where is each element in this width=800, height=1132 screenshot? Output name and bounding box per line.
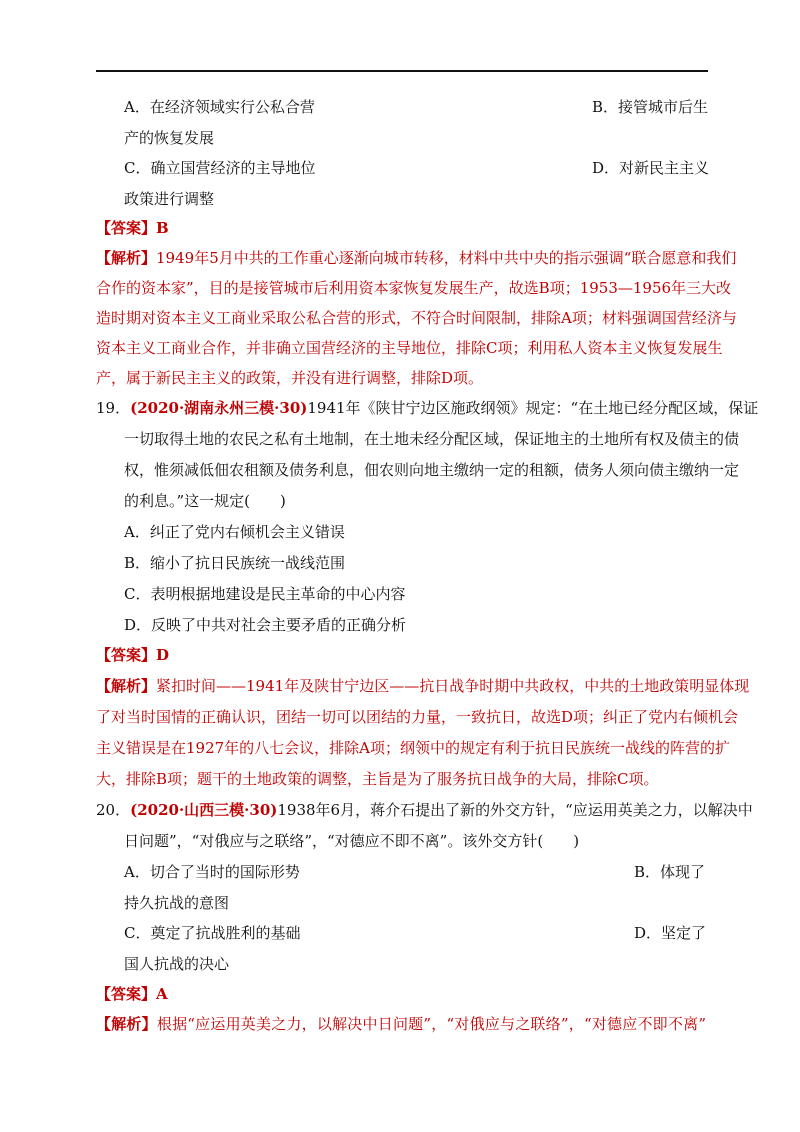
q19-option-b: B．缩小了抗日民族统一战线范围 <box>124 554 346 572</box>
q18-analysis-line-3: 造时期对资本主义工商业采取公私合营的形式，不符合时间限制，排除A项；材料强调国营经济与 <box>96 309 737 327</box>
q19-stem-line-2: 一切取得土地的农民之私有土地制，在土地未经分配区域，保证地主的土地所有权及债主的债 <box>124 430 740 448</box>
q18-option-b-cont: 产的恢复发展 <box>124 129 215 147</box>
q18-answer <box>96 217 169 239</box>
q19-analysis-line-1: 【解析】紧扣时间——1941年及陕甘宁边区——抗日战争时期中共政权，中共的土地政策明显体现 <box>96 677 750 695</box>
q19-stem-line-1: 19．(2020·湖南永州三模·30)1941年《陕甘宁边区施政纲领》规定：“在土地已经分配区域，保证 <box>96 399 759 417</box>
q20-option-a: A．切合了当时的国际形势 <box>124 863 300 881</box>
q20-option-c: C．奠定了抗战胜利的基础 <box>124 924 301 942</box>
q18-analysis-line-1: 【解析】1949年5月中共的工作重心逐渐向城市转移，材料中共中央的指示强调“联合愿意和我们 <box>96 249 737 267</box>
q20-option-b-cont: 持久抗战的意图 <box>124 894 230 912</box>
q19-answer-value: D <box>156 646 170 664</box>
q19-analysis-label: 【解析】 <box>96 677 157 695</box>
q19-analysis-line-2: 了对当时国情的正确认识，团结一切可以团结的力量，一致抗日，故选D项；纠正了党内右倾机会 <box>96 708 739 726</box>
q18-option-a: A．在经济领域实行公私合营 <box>124 98 315 116</box>
q18-analysis-line-4: 资本主义工商业合作，并非确立国营经济的主导地位，排除C项；利用私人资本主义恢复发展生 <box>96 339 723 357</box>
q18-answer-value: B <box>156 219 169 237</box>
q19-stem-line-4: 的利息。”这一规定( ) <box>124 492 286 510</box>
header-rule <box>96 70 708 72</box>
q20-answer-label: 【答案】 <box>96 985 157 1003</box>
q20-stem-line-1: 20．(2020·山西三模·30)1938年6月，蒋介石提出了新的外交方针，“应运用英美之力，以解决中 <box>96 801 753 819</box>
q18-analysis-label: 【解析】 <box>96 249 157 267</box>
q18-option-d: D．对新民主主义 <box>592 159 710 177</box>
q18-option-c: C．确立国营经济的主导地位 <box>124 159 316 177</box>
q20-answer-value: A <box>156 985 168 1003</box>
q20-answer <box>96 983 168 1005</box>
q20-option-d-cont: 国人抗战的决心 <box>124 955 230 973</box>
q18-analysis-line-2: 合作的资本家”，目的是接管城市后利用资本家恢复发展生产，故选B项；1953—1956年三大改 <box>96 279 732 297</box>
q18-answer-label: 【答案】 <box>96 219 157 237</box>
q20-option-b: B．体现了 <box>634 863 706 881</box>
q20-analysis-label: 【解析】 <box>96 1015 157 1033</box>
q18-option-b: B．接管城市后生 <box>592 98 709 116</box>
q20-option-d: D．坚定了 <box>634 924 707 942</box>
q20-analysis-line-1: 【解析】根据“应运用英美之力，以解决中日问题”，“对俄应与之联络”，“对德应不即不离” <box>96 1015 706 1033</box>
q18-option-d-cont: 政策进行调整 <box>124 190 215 208</box>
q19-analysis-line-3: 主义错误是在1927年的八七会议，排除A项；纲领中的规定有利于抗日民族统一战线的阵营的扩 <box>96 739 731 757</box>
q19-option-a: A．纠正了党内右倾机会主义错误 <box>124 523 345 541</box>
q19-stem-line-3: 权，惟须减低佃农租额及债务利息，佃农则向地主缴纳一定的租额，债务人须向债主缴纳一定 <box>124 461 740 479</box>
q19-analysis-line-4: 大，排除B项；题干的土地政策的调整，主旨是为了服务抗日战争的大局，排除C项。 <box>96 770 659 788</box>
q20-source: (2020·山西三模·30) <box>130 801 278 819</box>
q20-stem-line-2: 日问题”，“对俄应与之联络”，“对德应不即不离”。该外交方针( ) <box>124 832 580 850</box>
q20-number: 20． <box>96 801 131 819</box>
q19-answer <box>96 644 169 666</box>
q18-analysis-line-5: 产，属于新民主主义的政策，并没有进行调整，排除D项。 <box>96 369 484 387</box>
q19-number: 19． <box>96 399 131 417</box>
q19-option-d: D．反映了中共对社会主要矛盾的正确分析 <box>124 616 407 634</box>
q19-source: (2020·湖南永州三模·30) <box>130 399 308 417</box>
q19-answer-label: 【答案】 <box>96 646 157 664</box>
q19-option-c: C．表明根据地建设是民主革命的中心内容 <box>124 585 406 603</box>
